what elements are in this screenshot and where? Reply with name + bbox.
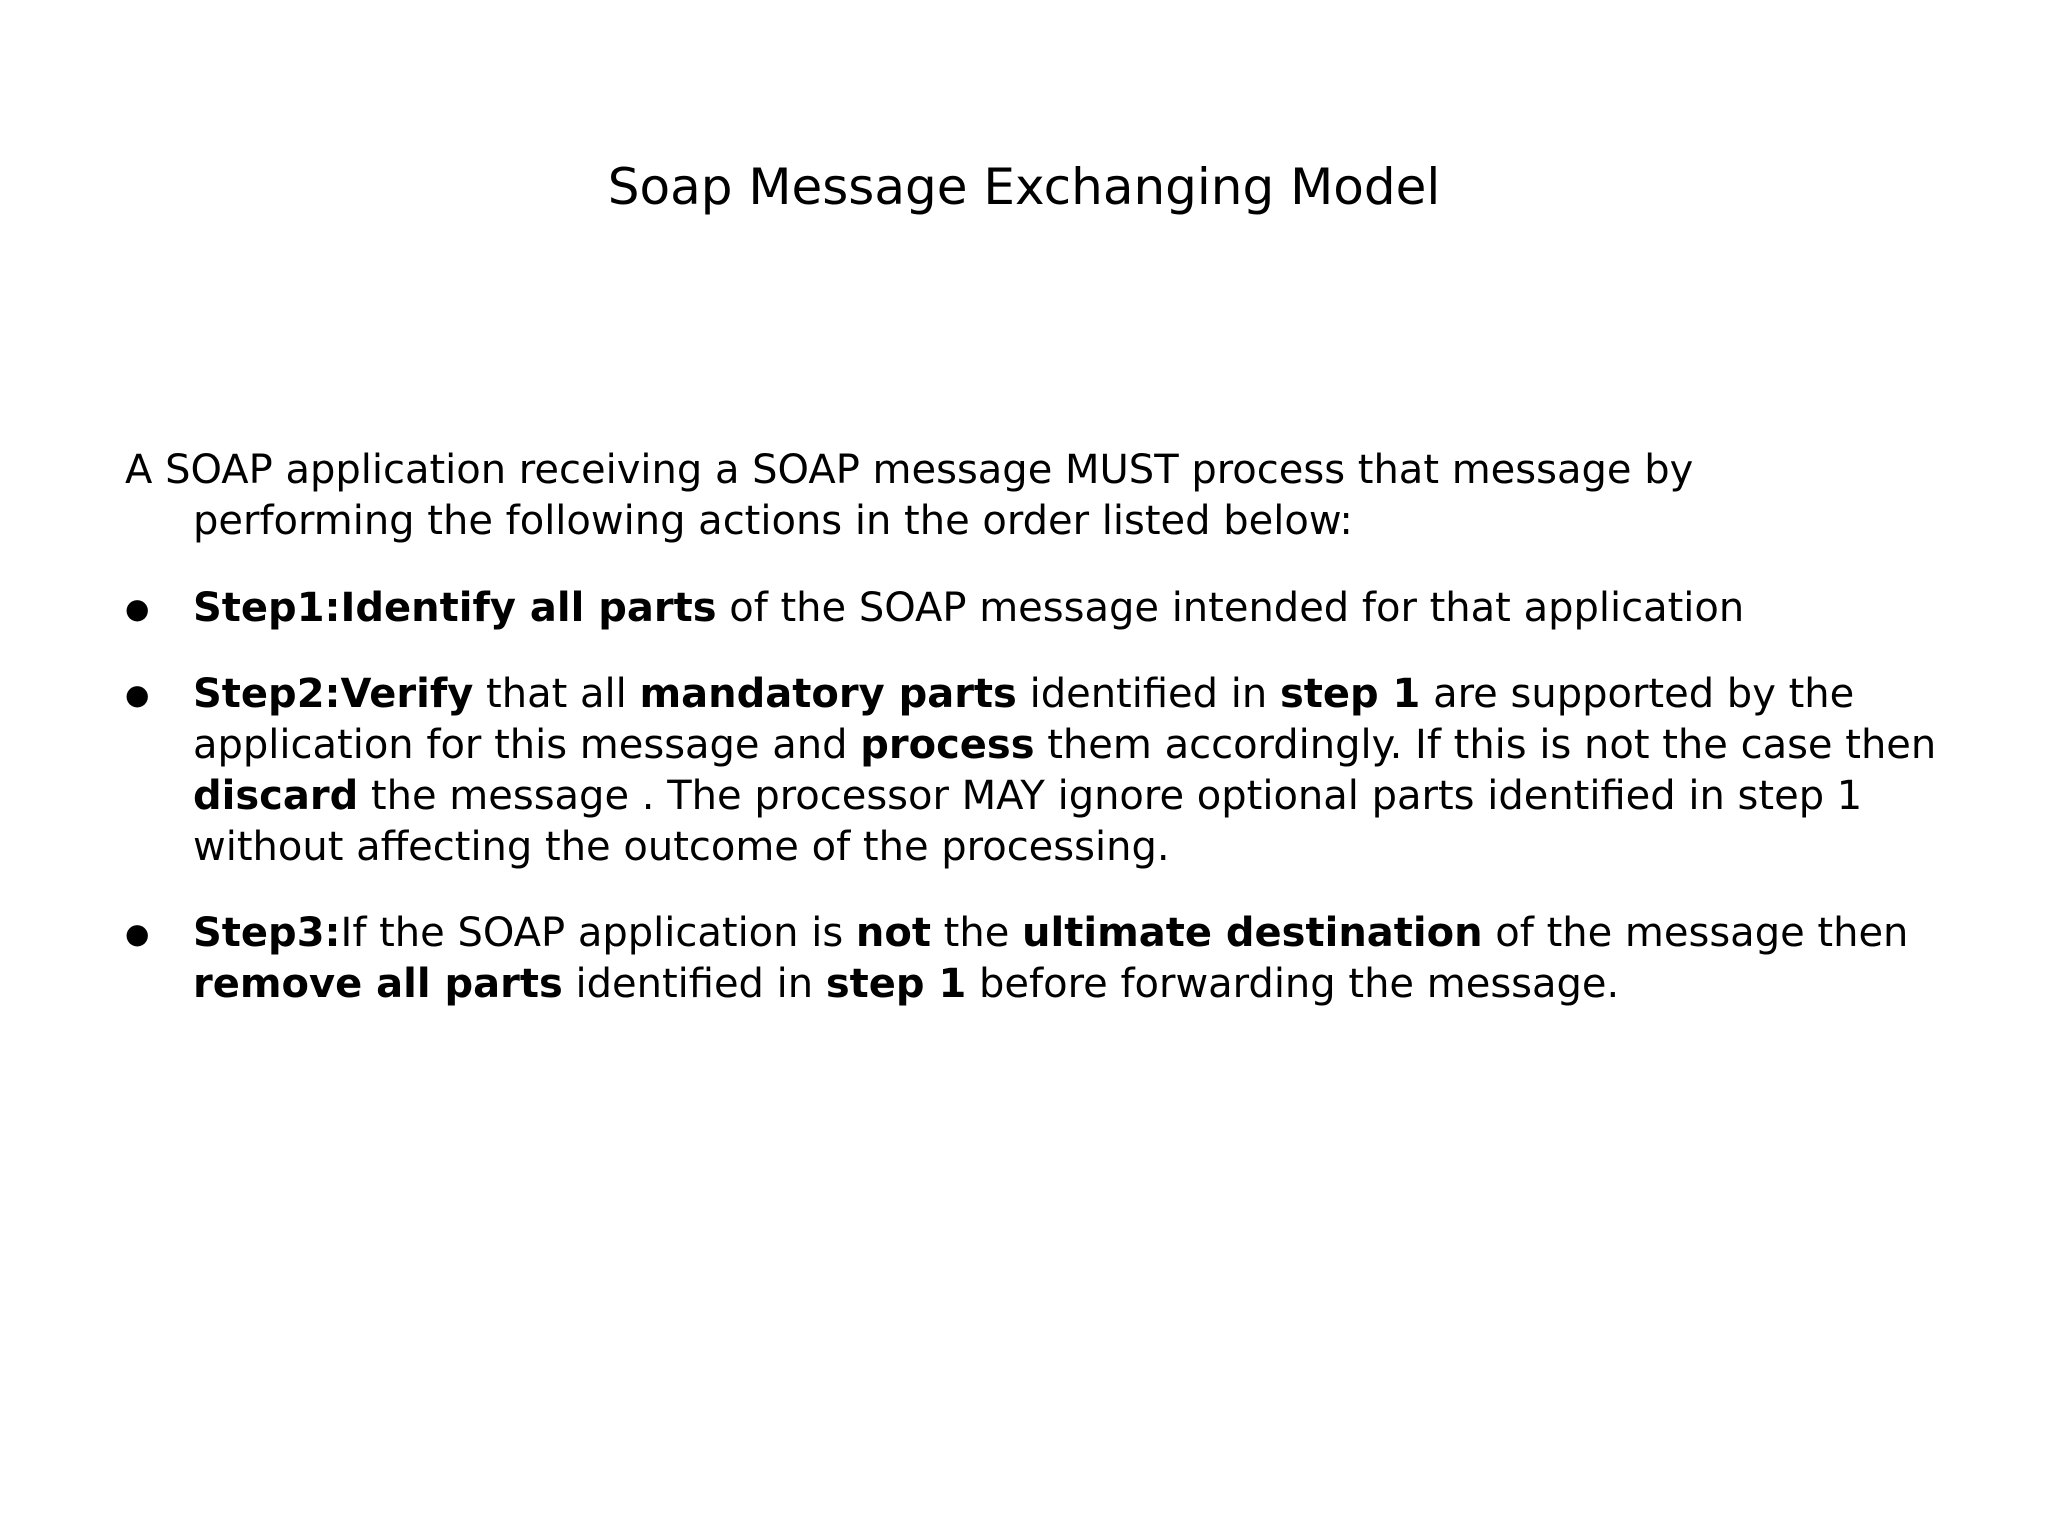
step-3-bold-4: remove all parts xyxy=(193,961,563,1007)
step-2-lead: Step2:Verify xyxy=(193,671,474,717)
slide-title: Soap Message Exchanging Model xyxy=(607,158,1441,216)
list-item-step-1 xyxy=(125,583,1945,634)
step-1-text xyxy=(193,583,1945,634)
step-3-body-5: before forwarding the message. xyxy=(966,961,1620,1007)
step-2-bold-3: step 1 xyxy=(1279,671,1421,717)
step-3-body-2: the xyxy=(930,910,1023,956)
step-3-bold-2: not xyxy=(855,910,931,956)
step-1-lead: Step1:Identify all parts xyxy=(193,585,717,631)
bullet-icon: ● xyxy=(125,678,150,711)
list-item-step-3 xyxy=(125,908,1945,1010)
intro-line-2: performing the following actions in the order listed below: xyxy=(193,498,1353,544)
bullet-icon: ● xyxy=(125,592,150,625)
step-2-body-3: are supported by the application for this message and xyxy=(193,671,1855,768)
intro-paragraph xyxy=(125,445,1945,547)
step-2-body-2: identified in xyxy=(1016,671,1280,717)
step-3-body-1: If the SOAP application is xyxy=(340,910,856,956)
step-2-body-1: that all xyxy=(473,671,640,717)
steps-list xyxy=(125,583,1945,1045)
step-2-body-5: the message . The processor MAY ignore optional parts identified in step 1 without affecting the outcome of the processing. xyxy=(193,773,1863,870)
step-2-bold-2: mandatory parts xyxy=(639,671,1017,717)
list-item-step-2 xyxy=(125,669,1945,873)
bullet-icon: ● xyxy=(125,917,150,950)
step-3-lead: Step3: xyxy=(193,910,341,956)
step-3-bold-3: ultimate destination xyxy=(1022,910,1483,956)
step-3-bold-5: step 1 xyxy=(825,961,967,1007)
step-2-body-4: them accordingly. If this is not the case then xyxy=(1034,722,1937,768)
step-2-bold-4: process xyxy=(860,722,1035,768)
step-2-text xyxy=(193,669,1945,873)
step-3-text xyxy=(193,908,1945,1010)
step-3-body-4: identified in xyxy=(562,961,826,1007)
step-3-body-3: of the message then xyxy=(1482,910,1909,956)
intro-line-1: A SOAP application receiving a SOAP message MUST process that message by xyxy=(125,447,1694,493)
step-2-bold-5: discard xyxy=(193,773,359,819)
step-1-body: of the SOAP message intended for that application xyxy=(716,585,1745,631)
